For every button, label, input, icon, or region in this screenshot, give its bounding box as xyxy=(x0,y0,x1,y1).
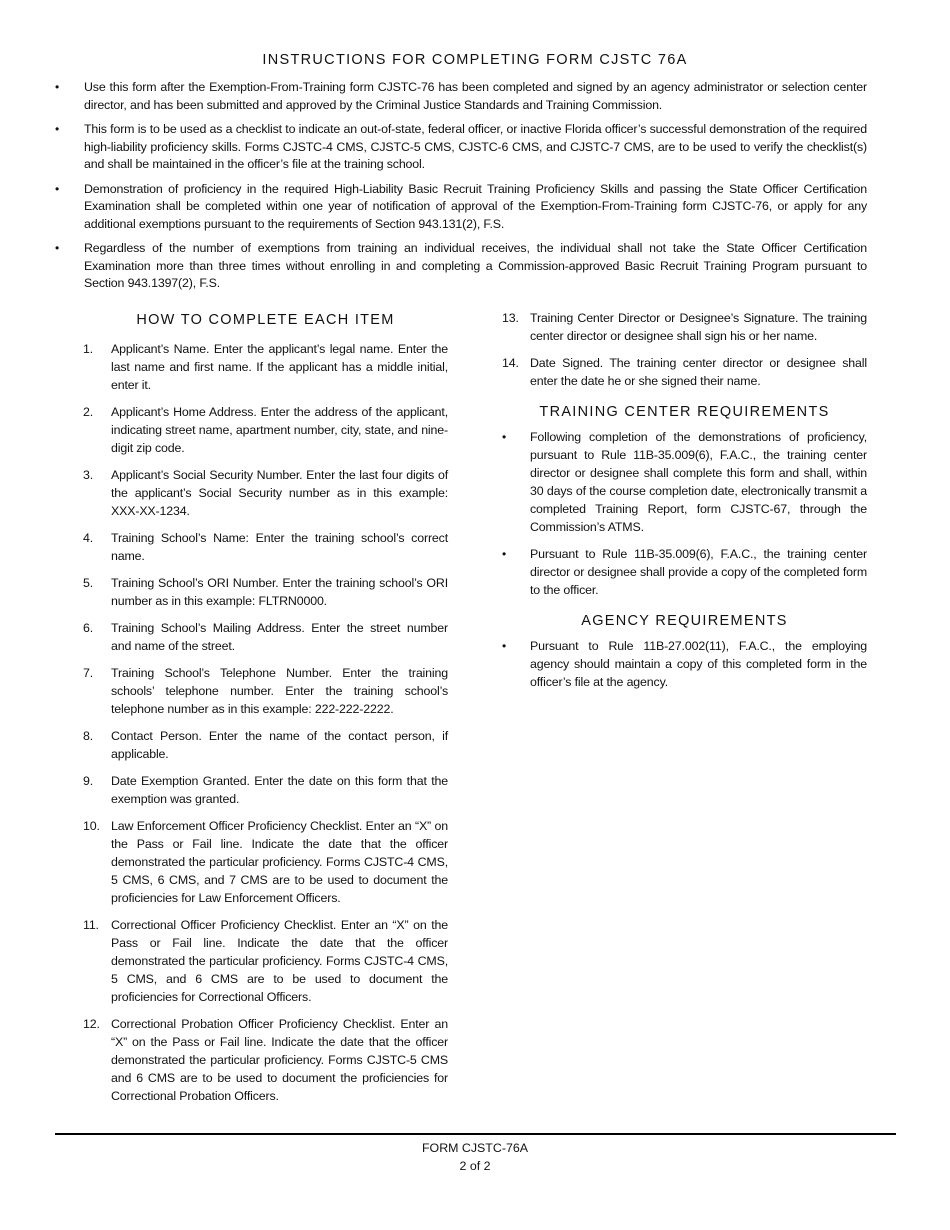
instruction-item xyxy=(83,466,448,520)
how-to-complete-list-continued xyxy=(502,309,867,390)
intro-bullet-text: This form is to be used as a checklist to indicate an out-of-state, federal officer, or inactive Florida officer’s successful demonstration of the required high-liability proficiency skills. Forms CJSTC-4 CMS, CJSTC-5 CMS, CJSTC-6 CMS, and CJSTC-7 CMS, are to be used to verify the checklist(s) and shall be maintained in the officer’s file at the training school. xyxy=(84,122,867,171)
intro-bullet-item xyxy=(55,181,867,234)
how-to-complete-list xyxy=(83,340,448,1105)
item-number: 9. xyxy=(83,774,94,788)
instruction-item xyxy=(83,916,448,1006)
intro-bullet-list xyxy=(55,79,867,300)
agency-requirements-list xyxy=(502,637,867,691)
footer-form-name: FORM CJSTC-76A xyxy=(421,1141,529,1155)
item-text: Correctional Officer Proficiency Checklist. Enter an “X” on the Pass or Fail line. Indicate the date that the officer demonstrated the particular proficiency. Forms CJSTC-4 CMS, 5 CMS, and 6 CMS are to be used to document the proficiencies for Correctional Officers. xyxy=(111,918,448,1004)
intro-bullet-item xyxy=(55,121,867,174)
bullet-icon: • xyxy=(55,241,60,255)
training-center-heading: TRAINING CENTER REQUIREMENTS xyxy=(539,404,830,420)
item-number: 13. xyxy=(502,311,519,325)
item-number: 11. xyxy=(83,918,99,932)
requirement-text: Following completion of the demonstrations of proficiency, pursuant to Rule 11B-35.009(6), F.A.C., the training center director or designee shall complete this form and shall, within 30 days of the course completion date, electronically transmit a completed Training Report, form CJSTC-67, through the Commission’s ATMS. xyxy=(530,430,867,534)
intro-bullet-item xyxy=(55,79,867,114)
item-number: 6. xyxy=(83,621,94,635)
instruction-item xyxy=(83,340,448,394)
page-title: INSTRUCTIONS FOR COMPLETING FORM CJSTC 76A xyxy=(262,52,688,68)
item-text: Applicant’s Social Security Number. Enter the last four digits of the applicant’s Social Security number as in this example: XXX-XX-1234. xyxy=(111,468,448,518)
requirement-item xyxy=(502,545,867,599)
item-text: Training School’s Mailing Address. Enter the street number and name of the street. xyxy=(111,621,448,653)
item-text: Training School’s Name: Enter the training school’s correct name. xyxy=(111,531,448,563)
instruction-item xyxy=(83,529,448,565)
instruction-item xyxy=(83,1015,448,1105)
item-number: 1. xyxy=(83,342,94,356)
item-number: 2. xyxy=(83,405,94,419)
item-number: 8. xyxy=(83,729,94,743)
item-number: 5. xyxy=(83,576,94,590)
item-text: Date Signed. The training center director or designee shall enter the date he or she signed their name. xyxy=(530,356,867,388)
how-to-complete-section xyxy=(83,312,448,1114)
intro-bullet-item xyxy=(55,240,867,293)
instruction-item xyxy=(83,817,448,907)
instruction-item xyxy=(83,727,448,763)
instruction-item xyxy=(83,664,448,718)
instruction-item xyxy=(83,574,448,610)
bullet-icon: • xyxy=(55,181,60,196)
requirement-item xyxy=(502,428,867,536)
item-text: Training School’s Telephone Number. Enter the training schools’ telephone number. Enter the training school’s telephone number as in this example: 222-222-2222. xyxy=(111,666,448,716)
item-number: 12. xyxy=(83,1017,100,1031)
instruction-item xyxy=(83,619,448,655)
requirement-item xyxy=(502,637,867,691)
footer-divider xyxy=(55,1133,896,1135)
intro-bullet-text: Regardless of the number of exemptions from training an individual receives, the individual shall not take the State Officer Certification Examination more than three times without enrolling in and completing a Commission-approved Basic Recruit Training Program pursuant to Section 943.1397(2), F.S. xyxy=(84,241,867,290)
item-number: 4. xyxy=(83,531,94,545)
item-text: Law Enforcement Officer Proficiency Checklist. Enter an “X” on the Pass or Fail line. Indicate the date that the officer demonstrated the particular proficiency. Forms CJSTC-4 CMS, 5 CMS, 6 CMS, and 7 CMS are to be used to document the proficiencies for Law Enforcement Officers. xyxy=(111,819,448,905)
item-text: Correctional Probation Officer Proficiency Checklist. Enter an “X” on the Pass or Fail line. Indicate the date that the officer demonstrated the particular proficiency. Forms CJSTC-5 CMS and 6 CMS are to be used to document the proficiencies for Correctional Probation Officers. xyxy=(111,1017,448,1103)
instruction-item xyxy=(83,772,448,808)
instruction-item xyxy=(83,403,448,457)
item-text: Applicant’s Home Address. Enter the address of the applicant, indicating street name, apartment number, city, state, and nine-digit zip code. xyxy=(111,405,448,455)
item-number: 10. xyxy=(83,819,100,833)
page-footer xyxy=(0,1139,950,1175)
item-text: Training School’s ORI Number. Enter the training school’s ORI number as in this example: FLTRN0000. xyxy=(111,576,448,608)
item-text: Date Exemption Granted. Enter the date on this form that the exemption was granted. xyxy=(111,774,448,806)
bullet-icon: • xyxy=(55,80,60,94)
requirement-text: Pursuant to Rule 11B-35.009(6), F.A.C., the training center director or designee shall provide a copy of the completed form to the officer. xyxy=(530,547,867,597)
agency-requirements-heading: AGENCY REQUIREMENTS xyxy=(581,613,788,629)
intro-bullet-text: Demonstration of proficiency in the required High-Liability Basic Recruit Training Proficiency Skills and passing the State Officer Certification Examination shall be completed within one year of notification of approval of the Exemption-From-Training form CJSTC-76, or apply for any additional exemptions pursuant to the requirements of Section 943.131(2), F.S. xyxy=(84,181,867,231)
bullet-icon: • xyxy=(502,430,507,444)
requirement-text: Pursuant to Rule 11B-27.002(11), F.A.C., the employing agency should maintain a copy of this completed form in the officer’s file at the agency. xyxy=(530,639,867,689)
bullet-icon: • xyxy=(502,639,507,653)
right-column xyxy=(502,309,867,700)
instruction-item xyxy=(502,309,867,345)
bullet-icon: • xyxy=(502,547,507,561)
how-to-complete-heading: HOW TO COMPLETE EACH ITEM xyxy=(136,312,395,328)
item-text: Contact Person. Enter the name of the contact person, if applicable. xyxy=(111,729,448,761)
bullet-icon: • xyxy=(55,122,60,136)
item-text: Training Center Director or Designee’s Signature. The training center director or designee shall sign his or her name. xyxy=(530,311,867,343)
training-center-list xyxy=(502,428,867,599)
intro-bullet-text: Use this form after the Exemption-From-Training form CJSTC-76 has been completed and signed by an agency administrator or selection center director, and has been submitted and approved by the Criminal Justice Standards and Training Commission. xyxy=(84,80,867,112)
item-number: 14. xyxy=(502,356,519,370)
instruction-item xyxy=(502,354,867,390)
footer-page-number: 2 of 2 xyxy=(459,1159,491,1173)
item-number: 7. xyxy=(83,666,94,680)
item-number: 3. xyxy=(83,468,94,482)
item-text: Applicant’s Name. Enter the applicant’s legal name. Enter the last name and first name. If the applicant has a middle initial, enter it. xyxy=(111,342,448,392)
